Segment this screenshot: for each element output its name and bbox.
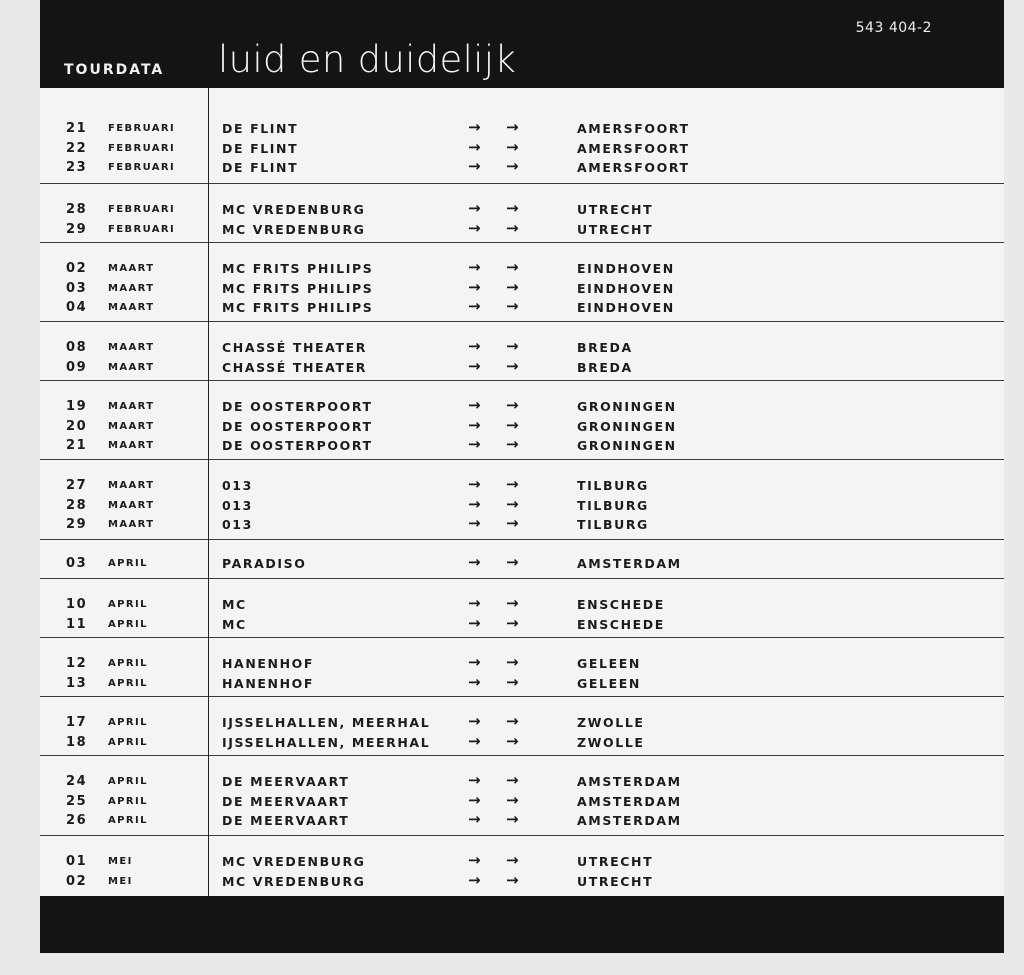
date-group bbox=[40, 459, 1004, 540]
arrow-icon: → bbox=[506, 851, 521, 869]
city-name: BREDA bbox=[577, 340, 633, 355]
venue-name: HANENHOF bbox=[222, 675, 315, 691]
arrow-icon: → bbox=[468, 790, 483, 809]
venue-name: CHASSÉ THEATER bbox=[222, 359, 367, 375]
date-month: FEBRUARI bbox=[108, 223, 176, 235]
date-month: APRIL bbox=[108, 795, 148, 807]
arrow-icon: → bbox=[468, 258, 483, 276]
date-month: APRIL bbox=[108, 558, 148, 569]
date-day: 02 bbox=[66, 873, 88, 889]
date-month: FEBRUARI bbox=[108, 162, 176, 174]
city-name: EINDHOVEN bbox=[577, 280, 675, 296]
arrow-icon: → bbox=[506, 297, 521, 316]
date-day: 25 bbox=[66, 793, 88, 809]
table-row bbox=[40, 653, 1004, 676]
venue-name: MC FRITS PHILIPS bbox=[222, 261, 374, 276]
date-group bbox=[40, 242, 1004, 322]
arrow-icon: → bbox=[506, 672, 521, 691]
date-month: MAART bbox=[108, 263, 155, 274]
arrow-icon: → bbox=[468, 613, 483, 632]
city-name: AMSTERDAM bbox=[577, 774, 682, 789]
table-row bbox=[40, 494, 1004, 518]
table-row bbox=[40, 672, 1004, 696]
venue-name: MC FRITS PHILIPS bbox=[222, 280, 374, 296]
arrow-icon: → bbox=[468, 553, 483, 571]
venue-name: HANENHOF bbox=[222, 656, 315, 671]
date-day: 17 bbox=[66, 715, 88, 730]
date-day: 02 bbox=[66, 261, 88, 276]
arrow-icon: → bbox=[506, 199, 521, 217]
date-month: APRIL bbox=[108, 776, 148, 787]
date-month: APRIL bbox=[108, 717, 148, 728]
city-name: TILBURG bbox=[577, 517, 649, 533]
column-divider bbox=[208, 88, 209, 896]
date-group bbox=[40, 578, 1004, 638]
venue-name: IJSSELHALLEN, MEERHAL bbox=[222, 715, 431, 730]
city-name: AMERSFOORT bbox=[577, 160, 690, 176]
city-name: AMERSFOORT bbox=[577, 140, 690, 156]
date-day: 29 bbox=[66, 221, 88, 237]
date-month: MEI bbox=[108, 856, 133, 867]
city-name: GRONINGEN bbox=[577, 399, 677, 414]
date-day: 27 bbox=[66, 478, 88, 493]
city-name: AMSTERDAM bbox=[577, 556, 682, 571]
date-group bbox=[40, 637, 1004, 697]
table-row bbox=[40, 870, 1004, 894]
table-row bbox=[40, 415, 1004, 439]
date-day: 09 bbox=[66, 359, 88, 375]
arrow-icon: → bbox=[468, 277, 483, 296]
date-day: 21 bbox=[66, 121, 88, 136]
date-month: APRIL bbox=[108, 599, 148, 610]
date-month: FEBRUARI bbox=[108, 123, 176, 134]
arrow-icon: → bbox=[468, 731, 483, 750]
table-row bbox=[40, 218, 1004, 242]
date-day: 21 bbox=[66, 438, 88, 454]
date-day: 20 bbox=[66, 418, 88, 434]
arrow-icon: → bbox=[506, 494, 521, 513]
date-month: MAART bbox=[108, 361, 155, 373]
city-name: EINDHOVEN bbox=[577, 300, 675, 316]
table-row bbox=[40, 613, 1004, 637]
date-day: 11 bbox=[66, 616, 88, 632]
venue-name: DE MEERVAART bbox=[222, 793, 350, 809]
arrow-icon: → bbox=[468, 870, 483, 889]
city-name: ZWOLLE bbox=[577, 715, 645, 730]
date-day: 28 bbox=[66, 202, 88, 217]
venue-name: DE MEERVAART bbox=[222, 774, 350, 789]
date-group bbox=[40, 380, 1004, 460]
city-name: TILBURG bbox=[577, 497, 649, 513]
date-day: 29 bbox=[66, 517, 88, 533]
date-day: 10 bbox=[66, 597, 88, 612]
footer-bar bbox=[40, 896, 1004, 953]
table-row bbox=[40, 258, 1004, 281]
date-month: MEI bbox=[108, 875, 133, 887]
date-day: 23 bbox=[66, 160, 88, 176]
city-name: AMSTERDAM bbox=[577, 793, 682, 809]
date-month: MAART bbox=[108, 342, 155, 353]
venue-name: DE OOSTERPOORT bbox=[222, 418, 373, 434]
city-name: UTRECHT bbox=[577, 221, 654, 237]
city-name: ZWOLLE bbox=[577, 734, 645, 750]
table-row bbox=[40, 157, 1004, 180]
arrow-icon: → bbox=[506, 653, 521, 671]
section-label: TOURDATA bbox=[64, 62, 165, 78]
arrow-icon: → bbox=[506, 594, 521, 612]
arrow-icon: → bbox=[506, 277, 521, 296]
venue-name: MC bbox=[222, 597, 247, 612]
date-group bbox=[40, 539, 1004, 579]
date-month: FEBRUARI bbox=[108, 142, 176, 154]
arrow-icon: → bbox=[506, 810, 521, 829]
city-name: UTRECHT bbox=[577, 202, 654, 217]
arrow-icon: → bbox=[506, 258, 521, 276]
date-day: 03 bbox=[66, 556, 88, 571]
table-row bbox=[40, 199, 1004, 222]
table-row bbox=[40, 851, 1004, 874]
arrow-icon: → bbox=[468, 672, 483, 691]
date-month: MAART bbox=[108, 401, 155, 412]
city-name: ENSCHEDE bbox=[577, 597, 665, 612]
arrow-icon: → bbox=[468, 137, 483, 156]
arrow-icon: → bbox=[468, 218, 483, 237]
venue-name: IJSSELHALLEN, MEERHAL bbox=[222, 734, 431, 750]
table-row bbox=[40, 771, 1004, 794]
city-name: GRONINGEN bbox=[577, 438, 677, 454]
date-day: 18 bbox=[66, 734, 88, 750]
date-day: 08 bbox=[66, 340, 88, 355]
city-name: UTRECHT bbox=[577, 854, 654, 869]
date-group bbox=[40, 321, 1004, 381]
arrow-icon: → bbox=[506, 870, 521, 889]
arrow-icon: → bbox=[506, 553, 521, 571]
arrow-icon: → bbox=[506, 514, 521, 533]
arrow-icon: → bbox=[468, 653, 483, 671]
city-name: GRONINGEN bbox=[577, 418, 677, 434]
arrow-icon: → bbox=[506, 771, 521, 789]
tour-sheet bbox=[40, 0, 1004, 953]
city-name: AMERSFOORT bbox=[577, 121, 690, 136]
venue-name: MC FRITS PHILIPS bbox=[222, 300, 374, 316]
table-row bbox=[40, 337, 1004, 360]
date-month: APRIL bbox=[108, 658, 148, 669]
venue-name: CHASSÉ THEATER bbox=[222, 340, 367, 355]
date-month: APRIL bbox=[108, 815, 148, 827]
arrow-icon: → bbox=[468, 297, 483, 316]
arrow-icon: → bbox=[468, 435, 483, 454]
date-day: 12 bbox=[66, 656, 88, 671]
table-row bbox=[40, 118, 1004, 141]
table-row bbox=[40, 396, 1004, 419]
date-group bbox=[40, 88, 1004, 184]
table-row bbox=[40, 435, 1004, 458]
date-day: 03 bbox=[66, 280, 88, 296]
date-day: 04 bbox=[66, 300, 88, 316]
city-name: EINDHOVEN bbox=[577, 261, 675, 276]
arrow-icon: → bbox=[468, 118, 483, 136]
city-name: TILBURG bbox=[577, 478, 649, 493]
arrow-icon: → bbox=[468, 396, 483, 414]
venue-name: DE FLINT bbox=[222, 140, 299, 156]
table-row bbox=[40, 810, 1004, 833]
venue-name: 013 bbox=[222, 478, 253, 493]
table-row bbox=[40, 553, 1004, 576]
arrow-icon: → bbox=[506, 712, 521, 730]
date-month: FEBRUARI bbox=[108, 204, 176, 215]
date-month: MAART bbox=[108, 440, 155, 452]
arrow-icon: → bbox=[468, 514, 483, 533]
arrow-icon: → bbox=[468, 712, 483, 730]
arrow-icon: → bbox=[506, 137, 521, 156]
venue-name: DE FLINT bbox=[222, 160, 299, 176]
arrow-icon: → bbox=[468, 356, 483, 375]
table-row bbox=[40, 712, 1004, 735]
date-month: MAART bbox=[108, 480, 155, 491]
table-row bbox=[40, 514, 1004, 537]
arrow-icon: → bbox=[468, 851, 483, 869]
arrow-icon: → bbox=[468, 415, 483, 434]
arrow-icon: → bbox=[506, 356, 521, 375]
date-day: 24 bbox=[66, 774, 88, 789]
arrow-icon: → bbox=[506, 337, 521, 355]
date-day: 13 bbox=[66, 675, 88, 691]
date-day: 22 bbox=[66, 140, 88, 156]
table-row bbox=[40, 475, 1004, 498]
arrow-icon: → bbox=[506, 218, 521, 237]
arrow-icon: → bbox=[506, 118, 521, 136]
date-month: MAART bbox=[108, 519, 155, 531]
venue-name: DE MEERVAART bbox=[222, 813, 350, 829]
arrow-icon: → bbox=[468, 475, 483, 493]
date-month: APRIL bbox=[108, 618, 148, 630]
arrow-icon: → bbox=[506, 157, 521, 176]
arrow-icon: → bbox=[468, 337, 483, 355]
arrow-icon: → bbox=[506, 731, 521, 750]
table-row bbox=[40, 297, 1004, 320]
arrow-icon: → bbox=[506, 475, 521, 493]
date-day: 19 bbox=[66, 399, 88, 414]
city-name: GELEEN bbox=[577, 675, 641, 691]
venue-name: PARADISO bbox=[222, 556, 307, 571]
table-row bbox=[40, 277, 1004, 301]
arrow-icon: → bbox=[506, 790, 521, 809]
date-month: MAART bbox=[108, 282, 155, 294]
city-name: ENSCHEDE bbox=[577, 616, 665, 632]
arrow-icon: → bbox=[506, 435, 521, 454]
page-title: luid en duidelijk bbox=[218, 38, 517, 81]
date-month: MAART bbox=[108, 302, 155, 314]
date-group bbox=[40, 835, 1004, 896]
city-name: GELEEN bbox=[577, 656, 641, 671]
arrow-icon: → bbox=[506, 415, 521, 434]
venue-name: DE FLINT bbox=[222, 121, 299, 136]
venue-name: MC VREDENBURG bbox=[222, 221, 366, 237]
date-month: APRIL bbox=[108, 677, 148, 689]
table-row bbox=[40, 790, 1004, 814]
city-name: UTRECHT bbox=[577, 873, 654, 889]
date-group bbox=[40, 183, 1004, 243]
venue-name: MC VREDENBURG bbox=[222, 873, 366, 889]
arrow-icon: → bbox=[468, 594, 483, 612]
date-group bbox=[40, 755, 1004, 836]
venue-name: 013 bbox=[222, 517, 253, 533]
catalog-number: 543 404-2 bbox=[855, 20, 932, 36]
date-group bbox=[40, 696, 1004, 756]
date-month: MAART bbox=[108, 420, 155, 432]
venue-name: MC VREDENBURG bbox=[222, 202, 366, 217]
venue-name: DE OOSTERPOORT bbox=[222, 399, 373, 414]
venue-name: 013 bbox=[222, 497, 253, 513]
date-day: 26 bbox=[66, 813, 88, 829]
arrow-icon: → bbox=[468, 494, 483, 513]
date-day: 28 bbox=[66, 497, 88, 513]
city-name: BREDA bbox=[577, 359, 633, 375]
arrow-icon: → bbox=[468, 199, 483, 217]
table-row bbox=[40, 356, 1004, 380]
city-name: AMSTERDAM bbox=[577, 813, 682, 829]
date-month: APRIL bbox=[108, 736, 148, 748]
venue-name: DE OOSTERPOORT bbox=[222, 438, 373, 454]
arrow-icon: → bbox=[506, 613, 521, 632]
venue-name: MC VREDENBURG bbox=[222, 854, 366, 869]
arrow-icon: → bbox=[468, 157, 483, 176]
header-bar bbox=[40, 0, 1004, 88]
arrow-icon: → bbox=[468, 771, 483, 789]
table-row bbox=[40, 137, 1004, 161]
arrow-icon: → bbox=[468, 810, 483, 829]
table-row bbox=[40, 594, 1004, 617]
date-month: MAART bbox=[108, 499, 155, 511]
venue-name: MC bbox=[222, 616, 247, 632]
date-day: 01 bbox=[66, 854, 88, 869]
arrow-icon: → bbox=[506, 396, 521, 414]
table-row bbox=[40, 731, 1004, 755]
